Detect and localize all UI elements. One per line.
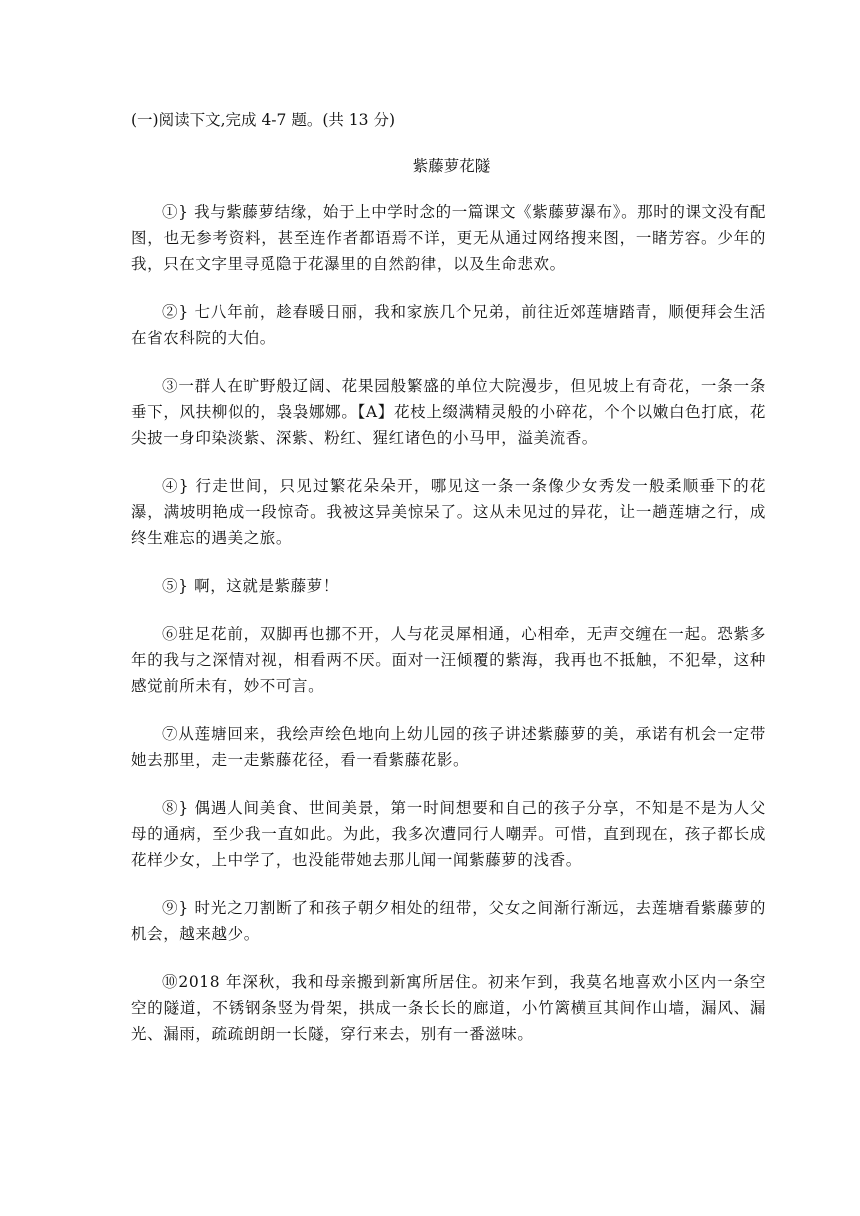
paragraph-4: ④} 行走世间，只见过繁花朵朵开，哪见这一条一条像少女秀发一般柔顺垂下的花瀑，满坡明艳成一段惊奇。我被这异美惊呆了。这从未见过的异花，让一趟莲塘之行，成终生难忘的遇美之旅。 — [131, 477, 766, 547]
section-header: (一)阅读下文,完成 4-7 题。(共 13 分) — [131, 111, 396, 129]
paragraph-3: ③一群人在旷野般辽阔、花果园般繁盛的单位大院漫步，但见坡上有奇花，一条一条垂下，风扶柳似的，袅袅娜娜。【A】花枝上缀满精灵般的小碎花，个个以嫩白色打底，花尖披一身印染淡紫、深紫、粉红、猩红诸色的小马甲，溢美流香。 — [131, 377, 766, 447]
article-title: 紫藤萝花隧 — [412, 157, 491, 175]
paragraph-8: ⑧} 偶遇人间美食、世间美景，第一时间想要和自己的孩子分享，不知是不是为人父母的通病，至少我一直如此。为此，我多次遭同行人嘲弄。可惜，直到现在，孩子都长成花样少女，上中学了，也没能带她去那儿闻一闻紫藤萝的浅香。 — [131, 799, 766, 869]
paragraph-10: ⑩2018 年深秋，我和母亲搬到新寓所居住。初来乍到，我莫名地喜欢小区内一条空空的隧道，不锈钢条竖为骨架，拱成一条长长的廊道，小竹篱横亘其间作山墙，漏风、漏光、漏雨，疏疏朗朗一长隧，穿行来去，别有一番滋味。 — [131, 973, 766, 1043]
paragraph-7: ⑦从莲塘回来，我绘声绘色地向上幼儿园的孩子讲述紫藤萝的美，承诺有机会一定带她去那里，走一走紫藤花径，看一看紫藤花影。 — [131, 725, 766, 769]
paragraph-5: ⑤} 啊，这就是紫藤萝！ — [162, 577, 339, 595]
paragraph-2: ②} 七八年前，趁春暖日丽，我和家族几个兄弟，前往近郊莲塘踏青，顺便拜会生活在省农科院的大伯。 — [131, 303, 766, 347]
paragraph-1: ①} 我与紫藤萝结缘，始于上中学时念的一篇课文《紫藤萝瀑布》。那时的课文没有配图，也无参考资料，甚至连作者都语焉不详，更无从通过网络搜来图，一睹芳容。少年的我，只在文字里寻觅隐于花瀑里的自然韵律，以及生命悲欢。 — [131, 203, 766, 273]
paragraph-6: ⑥驻足花前，双脚再也挪不开，人与花灵犀相通，心相牵，无声交缠在一起。恐紫多年的我与之深情对视，相看两不厌。面对一汪倾覆的紫海，我再也不抵触，不犯晕，这种感觉前所未有，妙不可言。 — [131, 625, 766, 695]
paragraph-9: ⑨} 时光之刀割断了和孩子朝夕相处的纽带，父女之间渐行渐远，去莲塘看紫藤萝的机会，越来越少。 — [131, 899, 766, 943]
